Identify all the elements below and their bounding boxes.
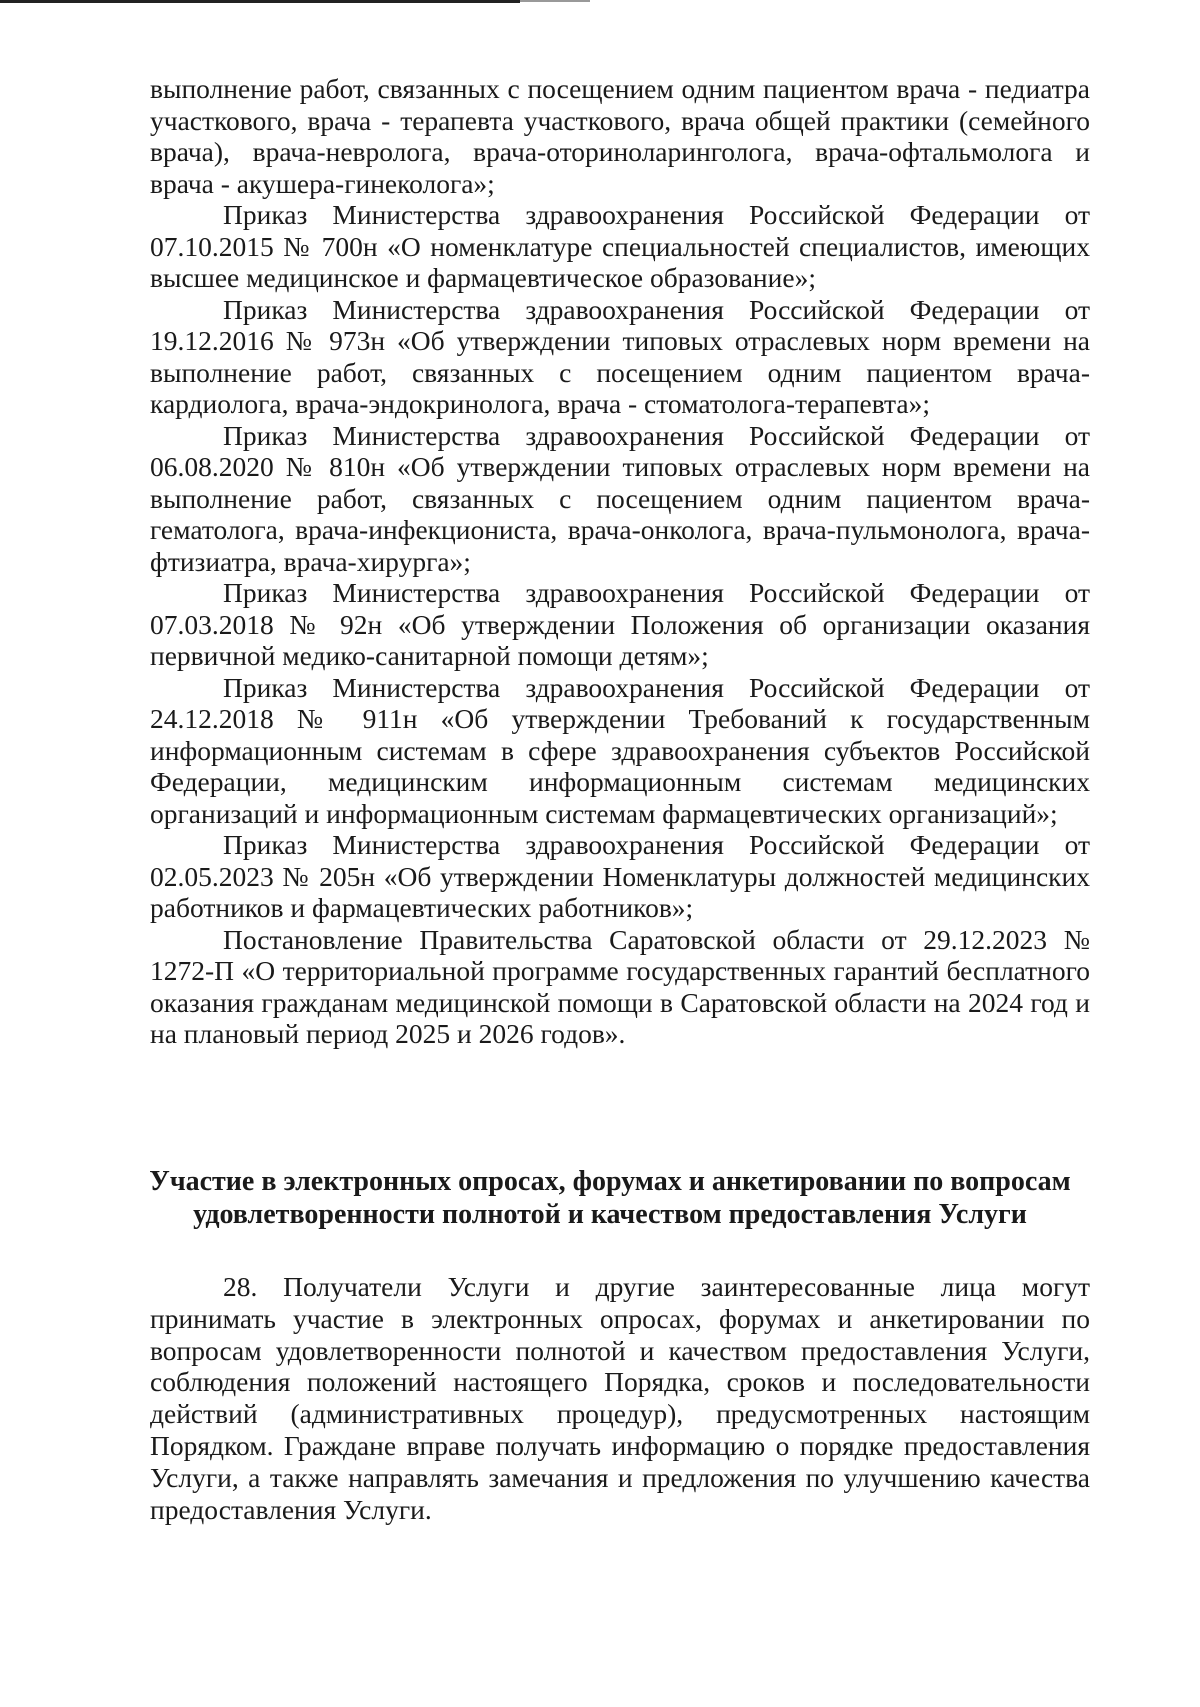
paragraph-order-92n: Приказ Министерства здравоохранения Российской Федерации от 07.03.2018 № 92н «Об утверждении Положения об организации оказания первичной медико-санитарной помощи детям»;: [150, 577, 1090, 671]
paragraph-28: 28. Получатели Услуги и другие заинтересованные лица могут принимать участие в электронных опросах, форумах и анкетировании по вопросам удовлетворенности полнотой и качеством предоставления Услуги, соблюдения положений настоящего Порядка, сроков и последовательности действий (административных процедур), предусмотренных настоящим Порядком. Граждане вправе получать информацию о порядке предоставления Услуги, а также направлять замечания и предложения по улучшению качества предоставления Услуги.: [150, 1271, 1090, 1525]
top-rule-faint: [520, 0, 590, 2]
paragraph-order-973n: Приказ Министерства здравоохранения Российской Федерации от 19.12.2016 № 973н «Об утверждении типовых отраслевых норм времени на выполнение работ, связанных с посещением одним пациентом врача-кардиолога, врача-эндокринолога, врача - стоматолога-терапевта»;: [150, 293, 1090, 419]
paragraph-order-911n: Приказ Министерства здравоохранения Российской Федерации от 24.12.2018 № 911н «Об утверждении Требований к государственным информационным системам в сфере здравоохранения субъектов Российской Федерации, медицинским информационным системам медицинских организаций и информационным системам фармацевтических организаций»;: [150, 671, 1090, 829]
paragraph-order-700n: Приказ Министерства здравоохранения Российской Федерации от 07.10.2015 № 700н «О номенклатуре специальностей специалистов, имеющих высшее медицинское и фармацевтическое образование»;: [150, 199, 1090, 293]
paragraph-order-205n: Приказ Министерства здравоохранения Российской Федерации от 02.05.2023 № 205н «Об утверждении Номенклатуры должностей медицинских работников и фармацевтических работников»;: [150, 829, 1090, 923]
section-heading-line-1: Участие в электронных опросах, форумах и анкетировании по вопросам: [149, 1166, 1071, 1197]
paragraph-order-810n: Приказ Министерства здравоохранения Российской Федерации от 06.08.2020 № 810н «Об утверждении типовых отраслевых норм времени на выполнение работ, связанных с посещением одним пациентом врача-гематолога, врача-инфекциониста, врача-онколога, врача-пульмонолога, врача-фтизиатра, врача-хирурга»;: [150, 419, 1090, 577]
paragraph-resolution-1272p: Постановление Правительства Саратовской области от 29.12.2023 № 1272-П «О территориальной программе государственных гарантий бесплатного оказания гражданам медицинской помощи в Саратовской области на 2024 год и на плановый период 2025 и 2026 годов».: [150, 923, 1090, 1049]
top-rule: [0, 0, 520, 3]
document-body: [150, 73, 1090, 1050]
section-body: [150, 1271, 1090, 1525]
section-heading-line-2: удовлетворенности полнотой и качеством предоставления Услуги: [193, 1199, 1027, 1230]
paragraph-continuation: выполнение работ, связанных с посещением одним пациентом врача - педиатра участкового, врача - терапевта участкового, врача общей практики (семейного врача), врача-невролога, врача-оториноларинголога, врача-офтальмолога и врача - акушера-гинеколога»;: [150, 73, 1090, 199]
section-heading: [110, 1165, 1110, 1231]
